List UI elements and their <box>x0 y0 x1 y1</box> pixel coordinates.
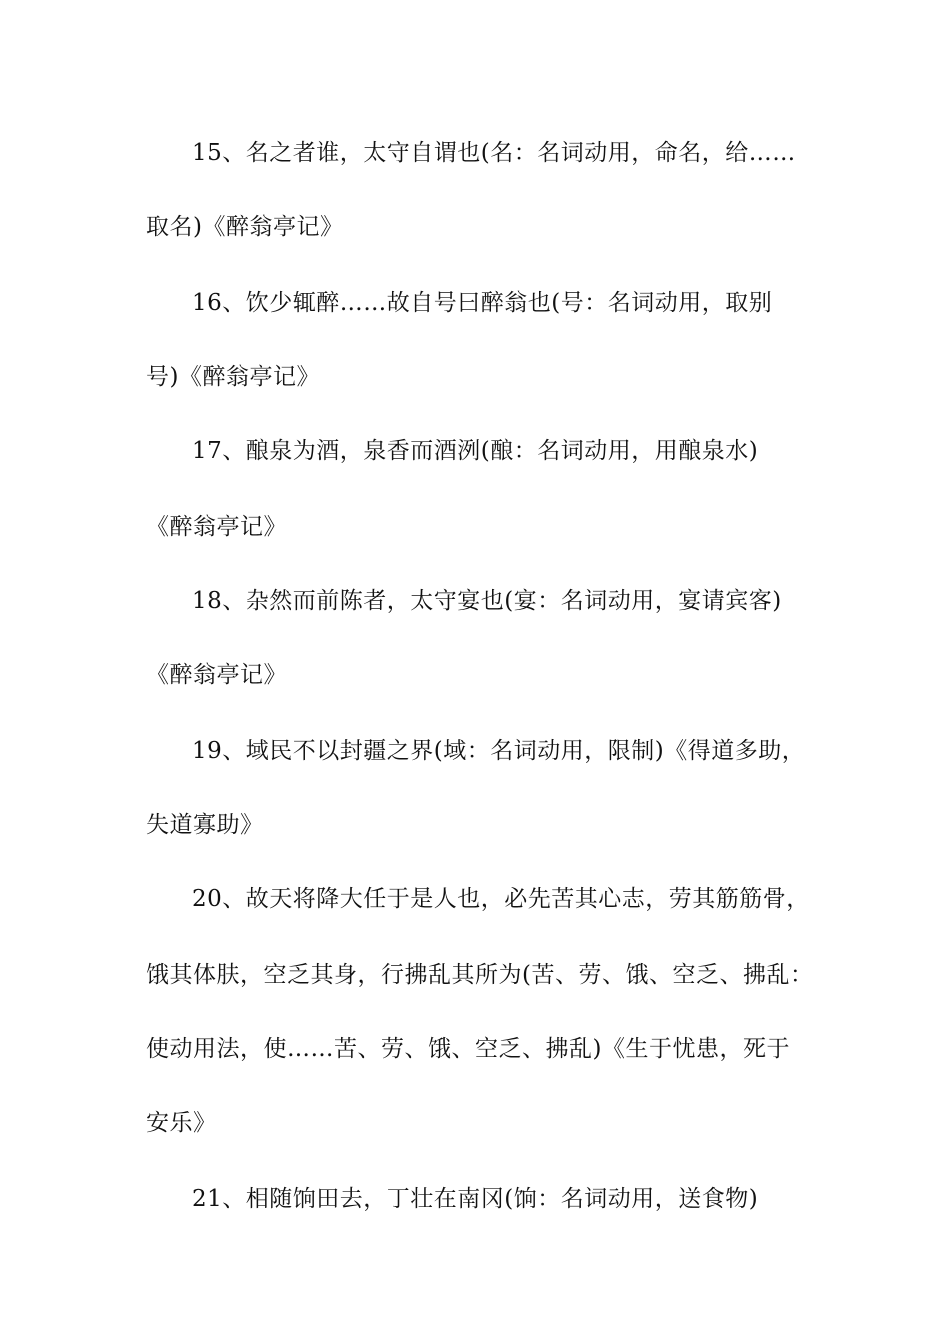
entry-17-line-1: 17、酿泉为酒，泉香而酒洌(酿：名词动用，用酿泉水) <box>192 438 759 464</box>
entry-17-line-2: 《醉翁亭记》 <box>146 514 287 540</box>
entry-20-line-4: 安乐》 <box>146 1110 217 1136</box>
entry-18-line-2: 《醉翁亭记》 <box>146 662 287 688</box>
entry-15-line-1: 15、名之者谁，太守自谓也(名：名词动用，命名，给…… <box>192 140 796 166</box>
entry-20-line-2: 饿其体肤，空乏其身，行拂乱其所为(苦、劳、饿、空乏、拂乱： <box>146 962 814 988</box>
entry-16-line-2: 号)《醉翁亭记》 <box>146 364 320 390</box>
entry-20-line-1: 20、故天将降大任于是人也，必先苦其心志，劳其筋筋骨， <box>192 886 810 912</box>
entry-21-line-1: 21、相随饷田去，丁壮在南冈(饷：名词动用，送食物) <box>192 1186 759 1212</box>
entry-18-line-1: 18、杂然而前陈者，太守宴也(宴：名词动用，宴请宾客) <box>192 588 782 614</box>
entry-15-line-2: 取名)《醉翁亭记》 <box>146 214 344 240</box>
entry-19-line-1: 19、域民不以封疆之界(域：名词动用，限制)《得道多助， <box>192 738 806 764</box>
entry-19-line-2: 失道寡助》 <box>146 812 264 838</box>
entry-16-line-1: 16、饮少辄醉……故自号曰醉翁也(号：名词动用，取别 <box>192 290 773 316</box>
entry-20-line-3: 使动用法，使……苦、劳、饿、空乏、拂乱)《生于忧患，死于 <box>146 1036 790 1062</box>
